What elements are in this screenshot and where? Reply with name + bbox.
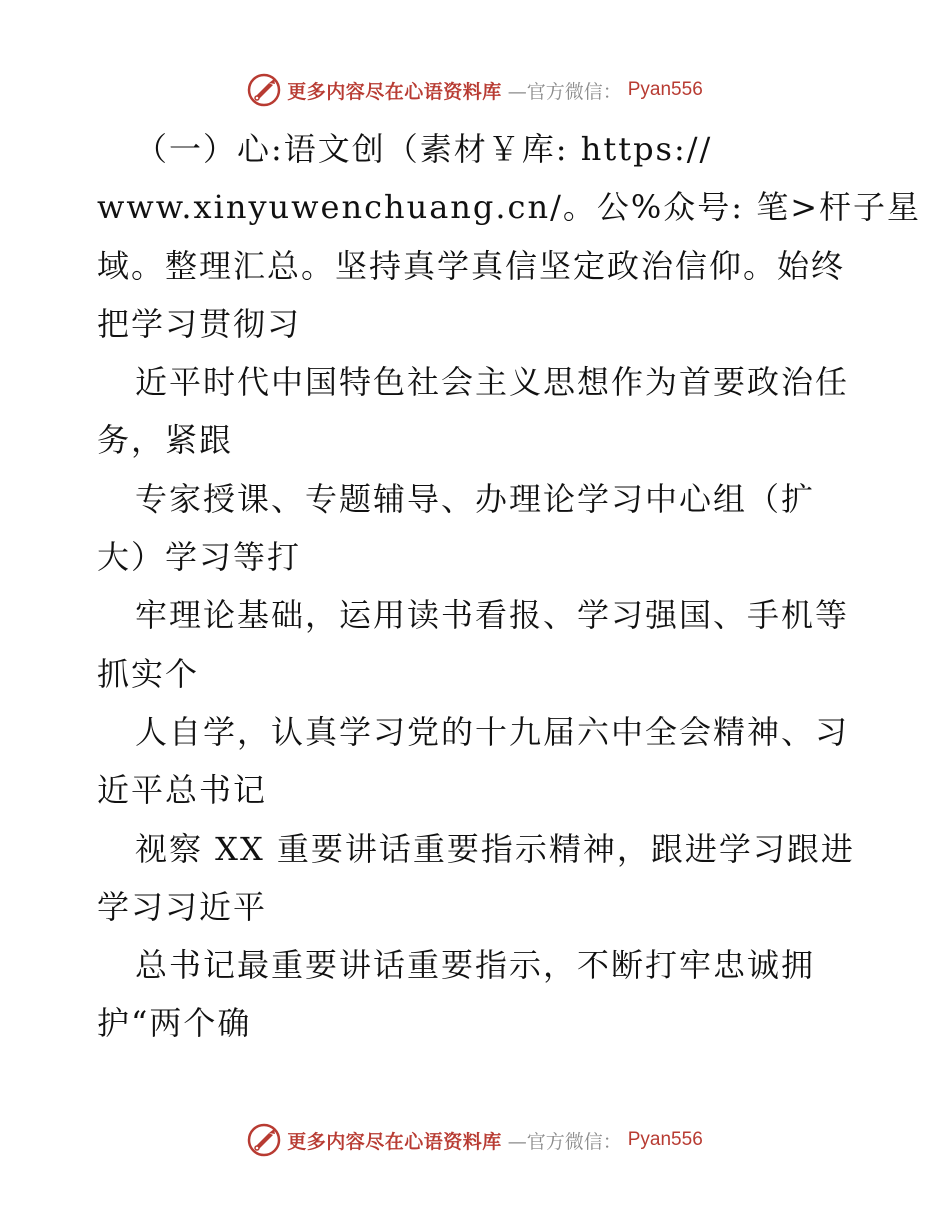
document-body	[97, 120, 922, 1053]
text-line: （一）心:语文创（素材￥库: https://	[135, 130, 713, 168]
text-line: 专家授课、专题辅导、办理论学习中心组（扩	[135, 479, 816, 518]
banner-wechat-label: —官方微信：	[507, 1130, 622, 1153]
text-line: 把学习贯彻习	[97, 304, 302, 343]
text-line: 总书记最重要讲话重要指示，不断打牢忠诚拥	[135, 946, 816, 985]
banner-title: 更多内容尽在心语资料库	[287, 80, 502, 103]
footer-banner	[0, 1120, 950, 1160]
text-line: 人自学，认真学习党的十九届六中全会精神、习	[135, 712, 850, 751]
text-line: 域。整理汇总。坚持真学真信坚定政治信仰。始终	[97, 246, 846, 285]
text-line: 视察 XX 重要讲话重要指示精神，跟进学习跟进	[135, 829, 855, 868]
quill-pen-logo-icon	[247, 73, 281, 107]
text-line: 务，紧跟	[97, 421, 234, 460]
banner-title: 更多内容尽在心语资料库	[287, 1130, 502, 1153]
text-line: www.xinyuwenchuang.cn/。公%众号: 笔>杆子星	[97, 188, 922, 227]
text-line: 近平时代中国特色社会主义思想作为首要政治任	[135, 363, 850, 402]
banner-wechat-handle: Pyan556	[627, 79, 703, 100]
text-line: 牢理论基础，运用读书看报、学习强国、手机等	[135, 596, 850, 635]
banner-wechat-handle: Pyan556	[627, 1129, 703, 1150]
text-line: 护“两个确	[97, 1004, 252, 1043]
quill-pen-logo-icon	[247, 1123, 281, 1157]
text-line: 抓实个	[97, 654, 200, 693]
text-line: 近平总书记	[97, 771, 268, 810]
header-banner	[0, 70, 950, 110]
banner-wechat-label: —官方微信：	[507, 80, 622, 103]
text-line: 大）学习等打	[97, 538, 302, 577]
text-line: 学习习近平	[97, 887, 268, 926]
